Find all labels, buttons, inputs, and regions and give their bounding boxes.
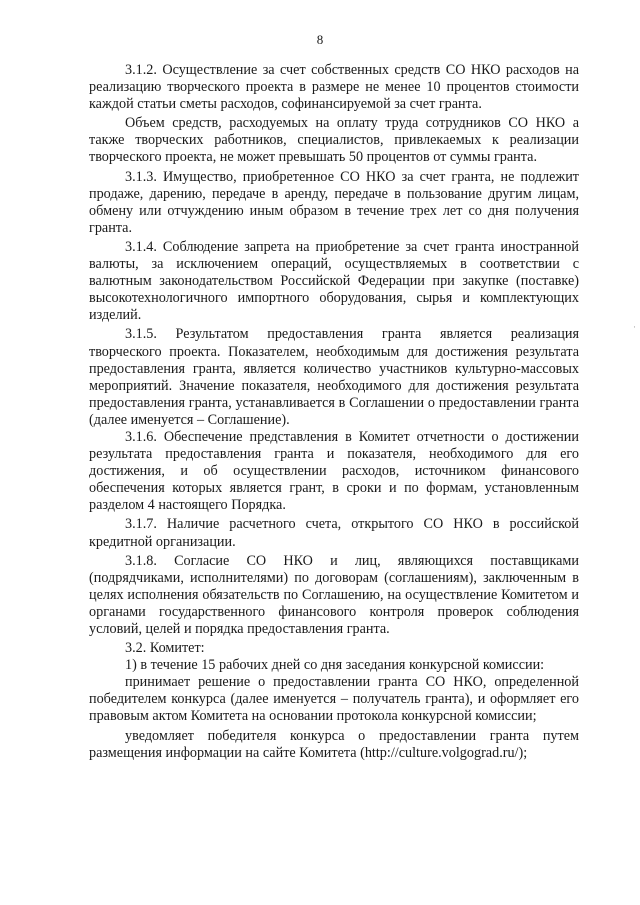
paragraph-3-1-8: 3.1.8. Согласие СО НКО и лиц, являющихся поставщиками (подрядчиками, исполнителями) по договорам (соглашениям), заключенным в целях исполнения обязательств по Соглашению, на осуществление Комитетом и органами государственного финансового контроля проверок соблюдения условий, целей и порядка предоставления гранта. <box>89 552 579 637</box>
paragraph-3-1-6: 3.1.6. Обеспечение представления в Комитет отчетности о достижении результата предоставления гранта и показателя, необходимого для его достижения, и об осуществлении расходов, источником финансового обеспечения которых является грант, в сроки и по формам, установленным разделом 4 настоящего Порядка. <box>89 428 579 514</box>
paragraph-3-2-item-1: 1) в течение 15 рабочих дней со дня заседания конкурсной комиссии: <box>125 657 545 674</box>
page-number: 8 <box>316 32 324 47</box>
paragraph-3-2: 3.2. Комитет: <box>125 640 205 657</box>
paragraph-3-1-5: 3.1.5. Результатом предоставления гранта является реализация творческого проекта. Показателем, необходимым для достижения результата предоставления гранта, является количество участников культурно-массовых мероприятий. Значение показателя, необходимого для достижения результата предоставления гранта, устанавливается в Соглашении о предоставлении гранта (далее именуется – Соглашение). <box>89 326 579 428</box>
paragraph-3-1-4: 3.1.4. Соблюдение запрета на приобретение за счет гранта иностранной валюты, за исключением операций, осуществляемых в соответствии с валютным законодательством Российской Федерации при закупке (поставке) высокотехнологичного импортного оборудования, сырья и комплектующих изделий. <box>89 238 579 324</box>
paragraph-3-1-7: 3.1.7. Наличие расчетного счета, открытого СО НКО в российской кредитной организации. <box>89 516 579 550</box>
paragraph-3-1-3: 3.1.3. Имущество, приобретенное СО НКО за счет гранта, не подлежит продаже, дарению, передаче в аренду, передаче в пользование другим лицам, обмену или отчуждению иным образом в течение трех лет со дня получения гранта. <box>89 168 579 236</box>
scan-margin-mark: · <box>633 322 636 332</box>
paragraph-notification: уведомляет победителя конкурса о предоставлении гранта путем размещения информации на сайте Комитета (http://culture.volgograd.ru/); <box>89 727 579 761</box>
document-body <box>89 62 579 764</box>
paragraph-decision: принимает решение о предоставлении гранта СО НКО, определенной победителем конкурса (далее именуется – получатель гранта), и оформляет его правовым актом Комитета на основании протокола конкурсной комиссии; <box>89 674 579 725</box>
paragraph-labor-costs: Объем средств, расходуемых на оплату труда сотрудников СО НКО а также творческих работников, специалистов, привлекаемых к реализации творческого проекта, не может превышать 50 процентов от суммы гранта. <box>89 115 579 166</box>
paragraph-3-1-2: 3.1.2. Осуществление за счет собственных средств СО НКО расходов на реализацию творческого проекта в размере не менее 10 процентов стоимости каждой статьи сметы расходов, софинансируемой за счет гранта. <box>89 62 579 113</box>
